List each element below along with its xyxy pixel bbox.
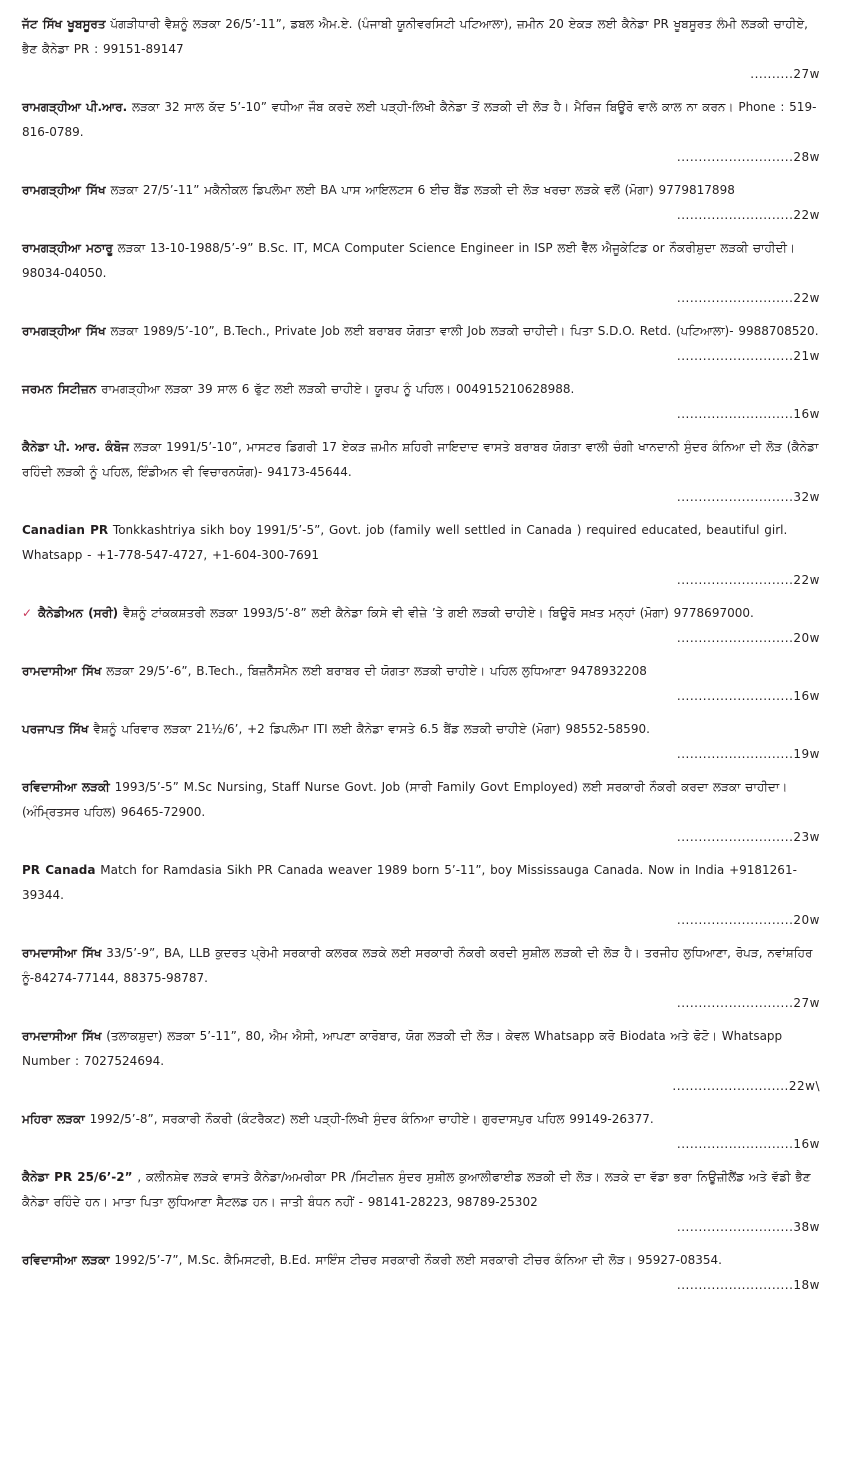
ad-body — [22, 664, 647, 678]
ad-body — [22, 382, 574, 396]
ad-heading: ਜਰਮਨ ਸਿਟੀਜ਼ਨ — [22, 382, 97, 396]
ad-code: ...........................16w — [676, 407, 820, 421]
ad-heading: ਰਾਮਗੜ੍ਹੀਆ ਮਠਾਰੂ — [22, 241, 113, 255]
classified-ad — [22, 775, 822, 850]
ad-heading: ਰਾਮਗੜ੍ਹੀਆ ਪੀ.ਆਰ. — [22, 100, 128, 114]
ad-code: ...........................28w — [676, 150, 820, 164]
ad-description: , ਕਲੀਨਸ਼ੇਵ ਲੜਕੇ ਵਾਸਤੇ ਕੈਨੇਡਾ/ਅਮਰੀਕਾ PR /ਸਿਟੀਜ਼ਨ ਸੁੰਦਰ ਸੁਸ਼ੀਲ ਕੁਆਲੀਫਾਈਡ ਲੜਕੀ ਦੀ ਲੋੜ। ਲੜਕੇ ਦਾ ਵੱਡਾ ਭਰਾ ਨਿਊਜ਼ੀਲੈਂਡ ਅਤੇ ਵੱਡੀ ਭੈਣ ਕੈਨੇਡਾ ਰਹਿੰਦੇ ਹਨ। ਮਾਤਾ ਪਿਤਾ ਲੁਧਿਆਣਾ ਸੈਟਲਡ ਹਨ। ਜਾਤੀ ਬੰਧਨ ਨਹੀਂ - 98141-28223, 98789-25302 — [22, 1170, 811, 1209]
ad-heading: ਕੈਨੇਡਾ PR 25/6’-2” — [22, 1170, 133, 1184]
ad-body — [22, 523, 787, 562]
ad-code: ...........................23w — [676, 830, 820, 844]
ad-heading: PR Canada — [22, 863, 96, 877]
checkmark-icon: ✓ — [22, 606, 33, 620]
ad-body — [22, 100, 816, 139]
ad-description: 33/5’-9”, BA, LLB ਕੁਦਰਤ ਪ੍ਰੇਮੀ ਸਰਕਾਰੀ ਕਲਰਕ ਲੜਕੇ ਲਈ ਸਰਕਾਰੀ ਨੌਕਰੀ ਕਰਦੀ ਸੁਸ਼ੀਲ ਲੜਕੀ ਦੀ ਲੋੜ ਹੈ। ਤਰਜੀਹ ਲੁਧਿਆਣਾ, ਰੋਪੜ, ਨਵਾਂਸ਼ਹਿਰ ਨੂੰ-84274-77144, 88375-98787. — [22, 946, 813, 985]
ad-code: ...........................20w — [676, 913, 820, 927]
ad-heading: Canadian PR — [22, 523, 109, 537]
ad-code: ..........27w — [750, 67, 820, 81]
classified-ad — [22, 1107, 822, 1157]
ad-heading: ਰਵਿਦਾਸੀਆ ਲੜਕੀ — [22, 780, 110, 794]
ad-heading: ਜੱਟ ਸਿੱਖ ਖੂਬਸੂਰਤ — [22, 17, 106, 31]
ad-description: ਲੜਕਾ 32 ਸਾਲ ਕੱਦ 5’-10” ਵਧੀਆ ਜੌਬ ਕਰਦੇ ਲਈ ਪੜ੍ਹੀ-ਲਿਖੀ ਕੈਨੇਡਾ ਤੋਂ ਲੜਕੀ ਦੀ ਲੋੜ ਹੈ। ਮੈਰਿਜ ਬਿਊਰੋ ਵਾਲੇ ਕਾਲ ਨਾ ਕਰਨ। Phone : 519-816-0789. — [22, 100, 817, 139]
ad-body — [22, 1112, 654, 1126]
ad-description: 1992/5’-7”, M.Sc. ਕੈਮਿਸਟਰੀ, B.Ed. ਸਾਇੰਸ ਟੀਚਰ ਸਰਕਾਰੀ ਨੌਕਰੀ ਲਈ ਸਰਕਾਰੀ ਟੀਚਰ ਕੰਨਿਆ ਦੀ ਲੋੜ। 95927-08354. — [109, 1253, 722, 1267]
ad-description: ਰਾਮਗੜ੍ਹੀਆ ਲੜਕਾ 39 ਸਾਲ 6 ਫੁੱਟ ਲਈ ਲੜਕੀ ਚਾਹੀਏ। ਯੂਰਪ ਨੂੰ ਪਹਿਲ। 004915210628988. — [96, 382, 575, 396]
classified-ad — [22, 319, 822, 369]
ad-code: ...........................16w — [676, 689, 820, 703]
ad-body — [22, 780, 787, 819]
ad-description: ਪੱਗੜੀਧਾਰੀ ਵੈਸ਼ਨੂੰ ਲੜਕਾ 26/5’-11”, ਡਬਲ ਐਮ.ਏ. (ਪੰਜਾਬੀ ਯੂਨੀਵਰਸਿਟੀ ਪਟਿਆਲਾ), ਜ਼ਮੀਨ 20 ਏਕੜ ਲਈ ਕੈਨੇਡਾ PR ਖੂਬਸੂਰਤ ਲੰਮੀ ਲੜਕੀ ਚਾਹੀਏ, ਭੈਣ ਕੈਨੇਡਾ PR : 99151-89147 — [22, 17, 808, 56]
ad-heading: ਰਾਮਦਾਸੀਆ ਸਿੱਖ — [22, 664, 102, 678]
ad-heading: ਰਾਮਗੜ੍ਹੀਆ ਸਿੱਖ — [22, 324, 106, 338]
ad-body — [22, 241, 795, 280]
ad-body — [22, 863, 797, 902]
classified-ad — [22, 601, 822, 651]
ad-description: 1992/5’-8”, ਸਰਕਾਰੀ ਨੌਕਰੀ (ਕੰਟਰੈਕਟ) ਲਈ ਪੜ੍ਹੀ-ਲਿਖੀ ਸੁੰਦਰ ਕੰਨਿਆ ਚਾਹੀਏ। ਗੁਰਦਾਸਪੁਰ ਪਹਿਲ 99149-26377. — [84, 1112, 654, 1126]
ad-code: ...........................22w\ — [672, 1079, 820, 1093]
ad-heading: ਮਹਿਰਾ ਲੜਕਾ — [22, 1112, 85, 1126]
ad-body — [22, 606, 754, 620]
ad-description: ਲੜਕਾ 13-10-1988/5’-9” B.Sc. IT, MCA Computer Science Engineer in ISP ਲਈ ਵੈੱਲ ਐਜੂਕੇਟਿਡ or ਨੌਕਰੀਸ਼ੁਦਾ ਲੜਕੀ ਚਾਹੀਦੀ। 98034-04050. — [22, 241, 796, 280]
ad-body — [22, 183, 735, 197]
classified-ad — [22, 12, 822, 87]
ad-heading: ਕੈਨੇਡੀਅਨ (ਸਰੀ) — [38, 606, 119, 620]
ad-body — [22, 1029, 782, 1068]
classified-ad — [22, 95, 822, 170]
classified-ad — [22, 941, 822, 1016]
ad-body — [22, 324, 819, 338]
ad-body — [22, 946, 812, 985]
ad-code: ...........................19w — [676, 747, 820, 761]
classified-ad — [22, 1248, 822, 1298]
classified-ad — [22, 435, 822, 510]
ad-heading: ਕੈਨੇਡਾ ਪੀ. ਆਰ. ਕੰਬੋਜ — [22, 440, 129, 454]
classified-ad — [22, 717, 822, 767]
classified-ad — [22, 518, 822, 593]
ad-code: ...........................20w — [676, 631, 820, 645]
ad-body — [22, 440, 818, 479]
ad-code: ...........................27w — [676, 996, 820, 1010]
ad-heading: ਰਾਮਗੜ੍ਹੀਆ ਸਿੱਖ — [22, 183, 106, 197]
ad-description: 1993/5’-5” M.Sc Nursing, Staff Nurse Govt. Job (ਸਾਰੀ Family Govt Employed) ਲਈ ਸਰਕਾਰੀ ਨੌਕਰੀ ਕਰਦਾ ਲੜਕਾ ਚਾਹੀਦਾ। (ਅੰਮ੍ਰਿਤਸਰ ਪਹਿਲ) 96465-72900. — [22, 780, 788, 819]
classified-ad — [22, 236, 822, 311]
classified-ad — [22, 858, 822, 933]
ad-description: Tonkkashtriya sikh boy 1991/5’-5”, Govt. job (family well settled in Canada ) required educated, beautiful girl. Whatsapp - +1-778-547-4727, +1-604-300-7691 — [22, 523, 788, 562]
ad-code: ...........................38w — [676, 1220, 820, 1234]
ad-code: ...........................32w — [676, 490, 820, 504]
ad-body — [22, 1170, 811, 1209]
ad-heading: ਰਾਮਦਾਸੀਆ ਸਿੱਖ — [22, 946, 102, 960]
ad-heading: ਰਵਿਦਾਸੀਆ ਲੜਕਾ — [22, 1253, 110, 1267]
ad-description: ਵੈਸ਼ਨੂੰ ਪਰਿਵਾਰ ਲੜਕਾ 21½/6’, +2 ਡਿਪਲੋਮਾ ITI ਲਈ ਕੈਨੇਡਾ ਵਾਸਤੇ 6.5 ਬੈਂਡ ਲੜਕੀ ਚਾਹੀਏ (ਮੋਗਾ) 98552-58590. — [88, 722, 650, 736]
classified-ad — [22, 659, 822, 709]
ad-code: ...........................18w — [676, 1278, 820, 1292]
ad-code: ...........................22w — [676, 208, 820, 222]
ad-description: ਲੜਕਾ 27/5’-11” ਮਕੈਨੀਕਲ ਡਿਪਲੋਮਾ ਲਈ BA ਪਾਸ ਆਇਲਟਸ 6 ਈਚ ਬੈਂਡ ਲੜਕੀ ਦੀ ਲੋੜ ਖਰਚਾ ਲੜਕੇ ਵਲੋਂ (ਮੋਗਾ) 9779817898 — [105, 183, 735, 197]
ad-description: ਵੈਸ਼ਨੂੰ ਟਾਂਕਕਸ਼ਤਰੀ ਲੜਕਾ 1993/5’-8” ਲਈ ਕੈਨੇਡਾ ਕਿਸੇ ਵੀ ਵੀਜ਼ੇ ’ਤੇ ਗਈ ਲੜਕੀ ਚਾਹੀਏ। ਬਿਊਰੋ ਸਖ਼ਤ ਮਨ੍ਹਾਂ (ਮੋਗਾ) 9778697000. — [118, 606, 754, 620]
ad-code: ...........................16w — [676, 1137, 820, 1151]
ad-code: ...........................22w — [676, 573, 820, 587]
ad-heading: ਪਰਜਾਪਤ ਸਿੱਖ — [22, 722, 89, 736]
ad-description: ਲੜਕਾ 1989/5’-10”, B.Tech., Private Job ਲਈ ਬਰਾਬਰ ਯੋਗਤਾ ਵਾਲੀ Job ਲੜਕੀ ਚਾਹੀਦੀ। ਪਿਤਾ S.D.O. Retd. (ਪਟਿਆਲਾ)- 9988708520. — [105, 324, 819, 338]
ad-description: Match for Ramdasia Sikh PR Canada weaver 1989 born 5’-11”, boy Mississauga Canada. Now in India +9181261-39344. — [22, 863, 797, 902]
ad-description: (ਤਲਾਕਸ਼ੁਦਾ) ਲੜਕਾ 5’-11”, 80, ਐਮ ਐਸੀ, ਆਪਣਾ ਕਾਰੋਬਾਰ, ਯੋਗ ਲੜਕੀ ਦੀ ਲੋੜ। ਕੇਵਲ Whatsapp ਕਰੋ Biodata ਅਤੇ ਫੋਟੋ। Whatsapp Number : 7027524694. — [22, 1029, 783, 1068]
ad-body — [22, 1253, 722, 1267]
classified-ad — [22, 1165, 822, 1240]
ad-code: ...........................22w — [676, 291, 820, 305]
ad-heading: ਰਾਮਦਾਸੀਆ ਸਿੱਖ — [22, 1029, 102, 1043]
classified-ad — [22, 1024, 822, 1099]
ad-body — [22, 722, 650, 736]
ad-description: ਲੜਕਾ 1991/5’-10”, ਮਾਸਟਰ ਡਿਗਰੀ 17 ਏਕੜ ਜ਼ਮੀਨ ਸ਼ਹਿਰੀ ਜਾਇਦਾਦ ਵਾਸਤੇ ਬਰਾਬਰ ਯੋਗਤਾ ਵਾਲੀ ਚੰਗੀ ਖਾਨਦਾਨੀ ਸੁੰਦਰ ਕੰਨਿਆ ਦੀ ਲੋੜ (ਕੈਨੇਡਾ ਰਹਿੰਦੀ ਲੜਕੀ ਨੂੰ ਪਹਿਲ, ਇੰਡੀਅਨ ਵੀ ਵਿਚਾਰਨਯੋਗ)- 94173-45644. — [22, 440, 819, 479]
ad-description: ਲੜਕਾ 29/5’-6”, B.Tech., ਬਿਜ਼ਨੈੱਸਮੈਨ ਲਈ ਬਰਾਬਰ ਦੀ ਯੋਗਤਾ ਲੜਕੀ ਚਾਹੀਏ। ਪਹਿਲ ਲੁਧਿਆਣਾ 9478932208 — [101, 664, 647, 678]
ad-body — [22, 17, 808, 56]
classified-ad — [22, 178, 822, 228]
ad-code: ...........................21w — [676, 349, 820, 363]
classified-ad — [22, 377, 822, 427]
